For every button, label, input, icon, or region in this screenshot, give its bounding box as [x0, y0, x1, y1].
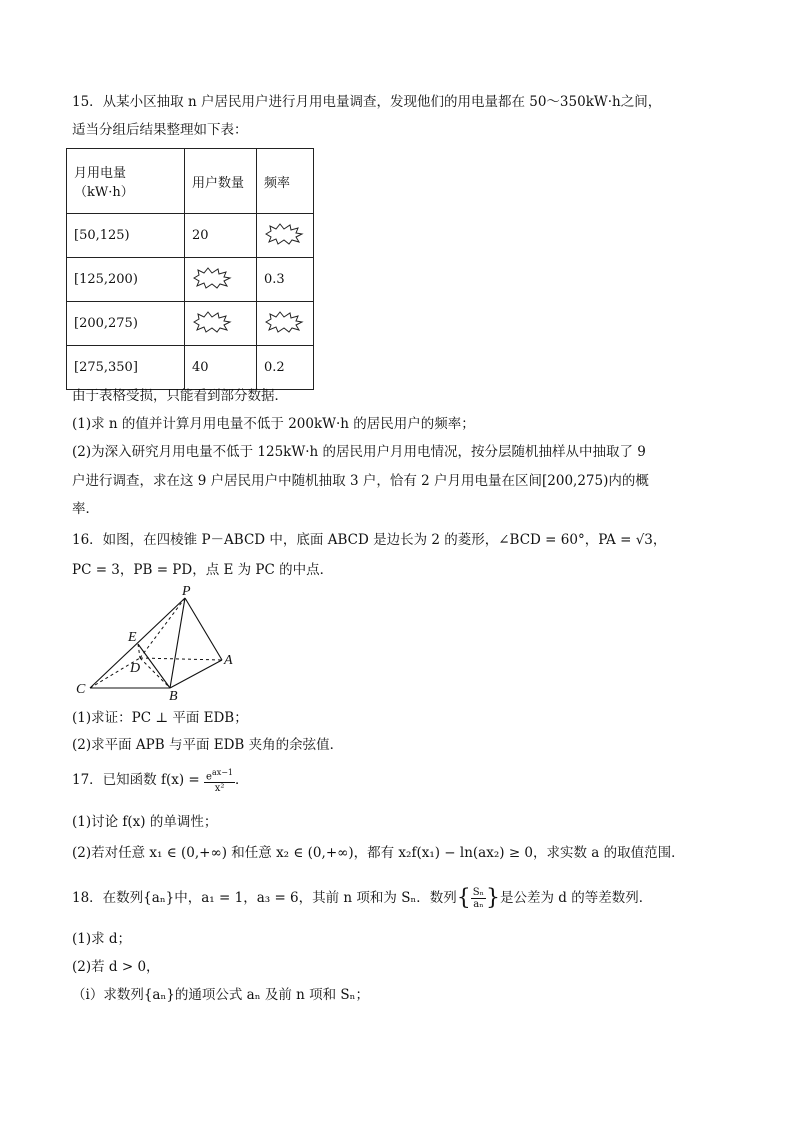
q16-part2: (2)求平面 APB 与平面 EDB 夹角的余弦值．: [72, 737, 344, 753]
edge-PB: [170, 598, 185, 688]
table-cell: [200,275): [67, 302, 185, 346]
q18-fraction: [471, 887, 486, 910]
header-cell: 用户数量: [185, 149, 257, 214]
table-cell: [275,350]: [67, 346, 185, 390]
q17-part2: (2)若对任意 x₁ ∈ (0,+∞) 和任意 x₂ ∈ (0,+∞)，都有 x₂f(x₁) − ln(ax₂) ≥ 0，求实数 a 的取值范围．: [72, 845, 685, 861]
table-row: [67, 346, 314, 390]
q17-line1: [72, 765, 249, 795]
damaged-cell: [257, 214, 314, 258]
table-cell: 40: [185, 346, 257, 390]
damaged-cell: [185, 258, 257, 302]
edge-PA: [185, 598, 222, 660]
edge-PD: [140, 598, 185, 658]
q15-line1: 15．从某小区抽取 n 户居民用户进行月用电量调查，发现他们的用电量都在 50～350kW·h之间，: [72, 94, 662, 110]
edge-DA: [140, 658, 222, 660]
damaged-cell: [185, 302, 257, 346]
label-P: P: [182, 584, 191, 599]
q18-line1: 18．在数列{aₙ}中，a₁ = 1，a₃ = 6，其前 n 项和为 Sₙ．数列{ $\frac{\text{Sₙ}}{\text{aₙ}}$ }是公差为 d 的等差数列．: [72, 885, 653, 911]
label-A: A: [224, 653, 233, 668]
q17-denominator: x²: [214, 783, 225, 795]
table-cell: 0.3: [257, 258, 314, 302]
q17-part1: (1)讨论 f(x) 的单调性；: [72, 814, 218, 830]
table-row: [67, 258, 314, 302]
segment-EB: [138, 644, 170, 688]
table-cell: 20: [185, 214, 257, 258]
label-E: E: [128, 630, 137, 645]
q17-exponent: ax−1: [211, 767, 234, 777]
segment-DB: [140, 658, 170, 688]
table-cell: [50,125): [67, 214, 185, 258]
q15-part1: (1)求 n 的值并计算月用电量不低于 200kW·h 的居民用户的频率；: [72, 416, 475, 432]
table-row: [67, 302, 314, 346]
edge-BA: [170, 660, 222, 688]
q18-part2-i: （ⅰ）求数列{aₙ}的通项公式 aₙ 及前 n 项和 Sₙ；: [72, 987, 370, 1003]
damage-starburst-icon: [264, 311, 304, 333]
label-D: D: [130, 661, 141, 676]
q15-line2: 适当分组后结果整理如下表：: [72, 122, 248, 138]
pyramid-figure: [70, 584, 245, 702]
q17-prefix: 17．已知函数 f(x) =: [72, 772, 200, 788]
q18-frac-num: Sₙ: [472, 887, 484, 898]
q17-fraction: [204, 767, 235, 794]
damage-starburst-icon: [192, 267, 232, 289]
q17-suffix: ．: [235, 772, 249, 788]
header-cell: 月用电量（kW·h）: [67, 149, 185, 214]
q16-line2: PC = 3，PB = PD，点 E 为 PC 的中点．: [72, 562, 334, 578]
label-C: C: [76, 682, 86, 697]
table-row: [67, 214, 314, 258]
label-B: B: [169, 689, 178, 702]
q16-line1: 16．如图，在四棱锥 P－ABCD 中，底面 ABCD 是边长为 2 的菱形，∠BCD = 60°，PA = √3，: [72, 532, 667, 548]
q15-note: 由于表格受损，只能看到部分数据．: [72, 388, 288, 404]
header-cell: 频率: [257, 149, 314, 214]
table-header-row: [67, 149, 314, 214]
q15-part2-line2: 户进行调查，求在这 9 户居民用户中随机抽取 3 户，恰有 2 户月用电量在区间[200,275)内的概: [72, 473, 649, 489]
frequency-table: [66, 148, 314, 390]
table-cell: [125,200): [67, 258, 185, 302]
q18-frac-den: aₙ: [473, 899, 484, 910]
damaged-cell: [257, 302, 314, 346]
q17-numerator: e: [206, 771, 212, 783]
q15-part2-line1: (2)为深入研究月用电量不低于 125kW·h 的居民用户月用电情况，按分层随机抽样从中抽取了 9: [72, 444, 646, 460]
damage-starburst-icon: [264, 223, 304, 245]
q18-part2: (2)若 d > 0，: [72, 959, 160, 975]
q15-part2-line3: 率．: [72, 501, 99, 517]
table-cell: 0.2: [257, 346, 314, 390]
q16-part1: (1)求证：PC ⊥ 平面 EDB；: [72, 710, 248, 726]
q18-line1a: 18．在数列{aₙ}中，a₁ = 1，a₃ = 6，其前 n 项和为 Sₙ．数列: [72, 890, 457, 906]
q18-line1b: 是公差为 d 的等差数列．: [499, 890, 653, 906]
damage-starburst-icon: [192, 311, 232, 333]
q18-part1: (1)求 d；: [72, 931, 132, 947]
